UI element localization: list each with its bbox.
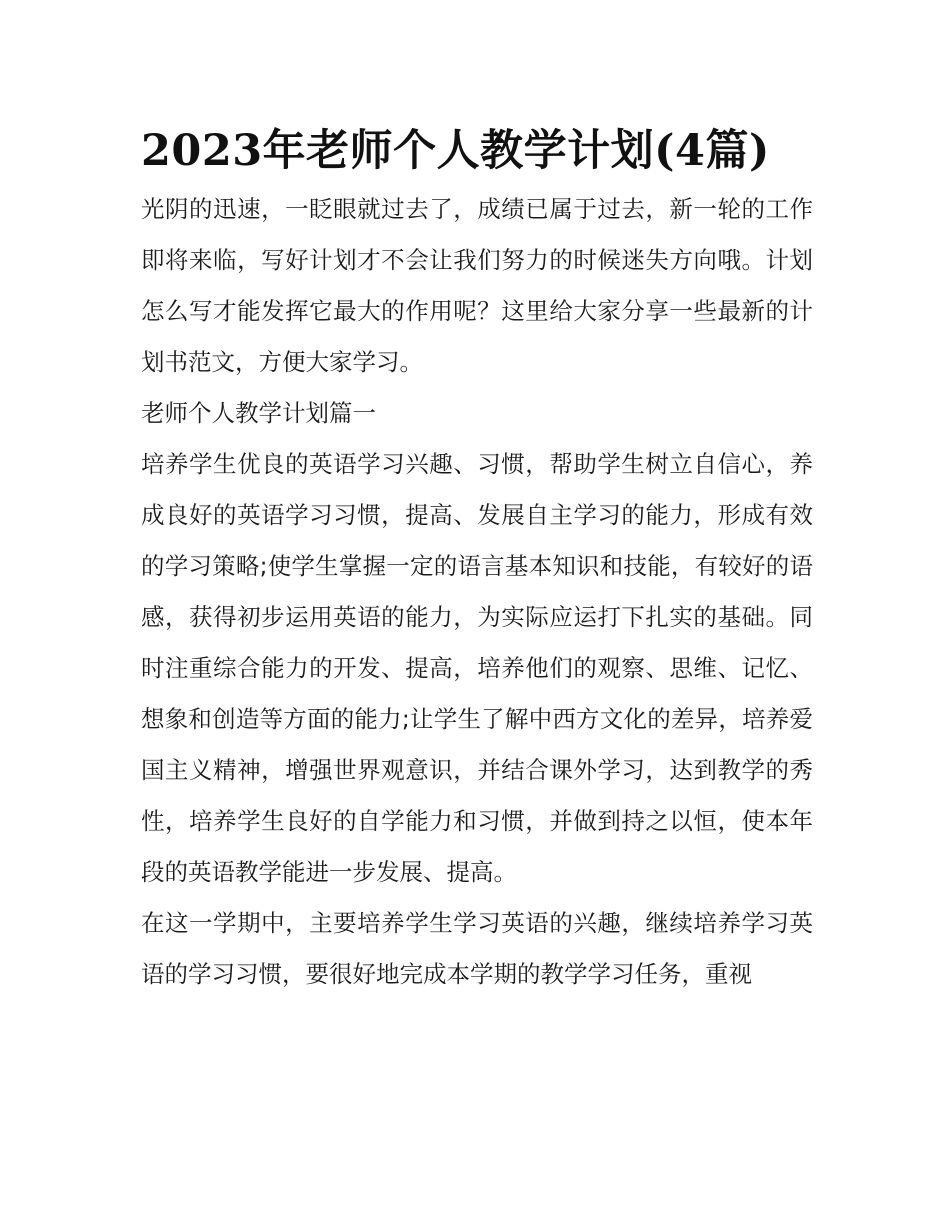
section-heading: 老师个人教学计划篇一: [141, 399, 376, 427]
intro-paragraph: 光阴的迅速，一眨眼就过去了，成绩已属于过去，新一轮的工作即将来临，写好计划才不会让我们努力的时候迷失方向哦。计划怎么写才能发挥它最大的作用呢？这里给大家分享一些最新的计划书范文，方便大家学习。: [141, 195, 813, 376]
document-content: [141, 118, 813, 1000]
body-paragraph-2: 在这一学期中，主要培养学生学习英语的兴趣，继续培养学习英语的学习习惯，要很好地完成本学期的教学学习任务，重视: [141, 909, 813, 988]
body-paragraph-1: 培养学生优良的英语学习兴趣、习惯，帮助学生树立自信心，养成良好的英语学习习惯，提高、发展自主学习的能力，形成有效的学习策略;使学生掌握一定的语言基本知识和技能，有较好的语感，获得初步运用英语的能力，为实际应运打下扎实的基础。同时注重综合能力的开发、提高，培养他们的观察、思维、记忆、想象和创造等方面的能力;让学生了解中西方文化的差异，培养爱国主义精神，增强世界观意识，并结合课外学习，达到教学的秀性，培养学生良好的自学能力和习惯，并做到持之以恒，使本年段的英语教学能进一步发展、提高。: [141, 450, 813, 886]
document-title: 2023年老师个人教学计划(4篇): [141, 126, 770, 176]
